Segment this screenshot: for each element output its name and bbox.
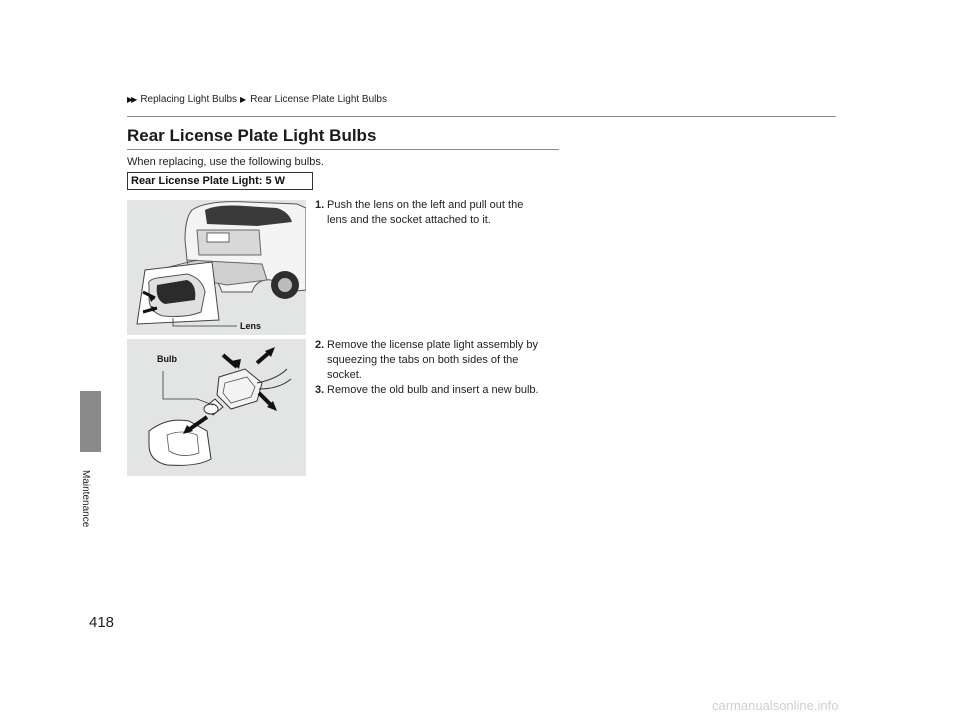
step-number: 2. [315, 339, 325, 351]
step-text: Push the lens on the left and pull out the [327, 199, 524, 211]
step-2 [315, 338, 565, 383]
breadcrumb-item-1[interactable]: Replacing Light Bulbs [140, 94, 238, 105]
page-title: Rear License Plate Light Bulbs [127, 126, 377, 145]
breadcrumb-arrow-icon: ▶ [240, 95, 247, 104]
header-rule [127, 116, 836, 117]
step-number: 3. [315, 384, 325, 396]
step-text: Remove the license plate light assembly by [327, 339, 538, 351]
intro-text: When replacing, use the following bulbs. [127, 156, 324, 168]
step-1 [315, 198, 565, 228]
breadcrumb [127, 94, 387, 105]
step-text: Remove the old bulb and insert a new bulb. [327, 384, 539, 396]
page-number: 418 [89, 614, 115, 631]
bulb-callout: Bulb [157, 354, 177, 364]
step-text: squeezing the tabs on both sides of the [327, 354, 519, 366]
step-text: lens and the socket attached to it. [327, 214, 491, 226]
rear-vehicle-illustration [127, 200, 306, 335]
section-label: Maintenance [80, 470, 91, 528]
section-tab-marker [80, 391, 101, 452]
step-text: socket. [327, 369, 362, 381]
lens-callout: Lens [240, 321, 262, 331]
step-number: 1. [315, 199, 325, 211]
bulb-socket-figure [127, 339, 306, 476]
title-rule [127, 149, 559, 150]
bulb-spec-box: Rear License Plate Light: 5 W [127, 172, 313, 190]
watermark: carmanualsonline.info [712, 698, 839, 713]
breadcrumb-arrow-icon: ▶▶ [127, 95, 136, 104]
bulb-socket-illustration [127, 339, 306, 476]
rear-vehicle-figure [127, 200, 306, 335]
breadcrumb-item-2[interactable]: Rear License Plate Light Bulbs [250, 94, 387, 105]
step-3 [315, 383, 565, 398]
